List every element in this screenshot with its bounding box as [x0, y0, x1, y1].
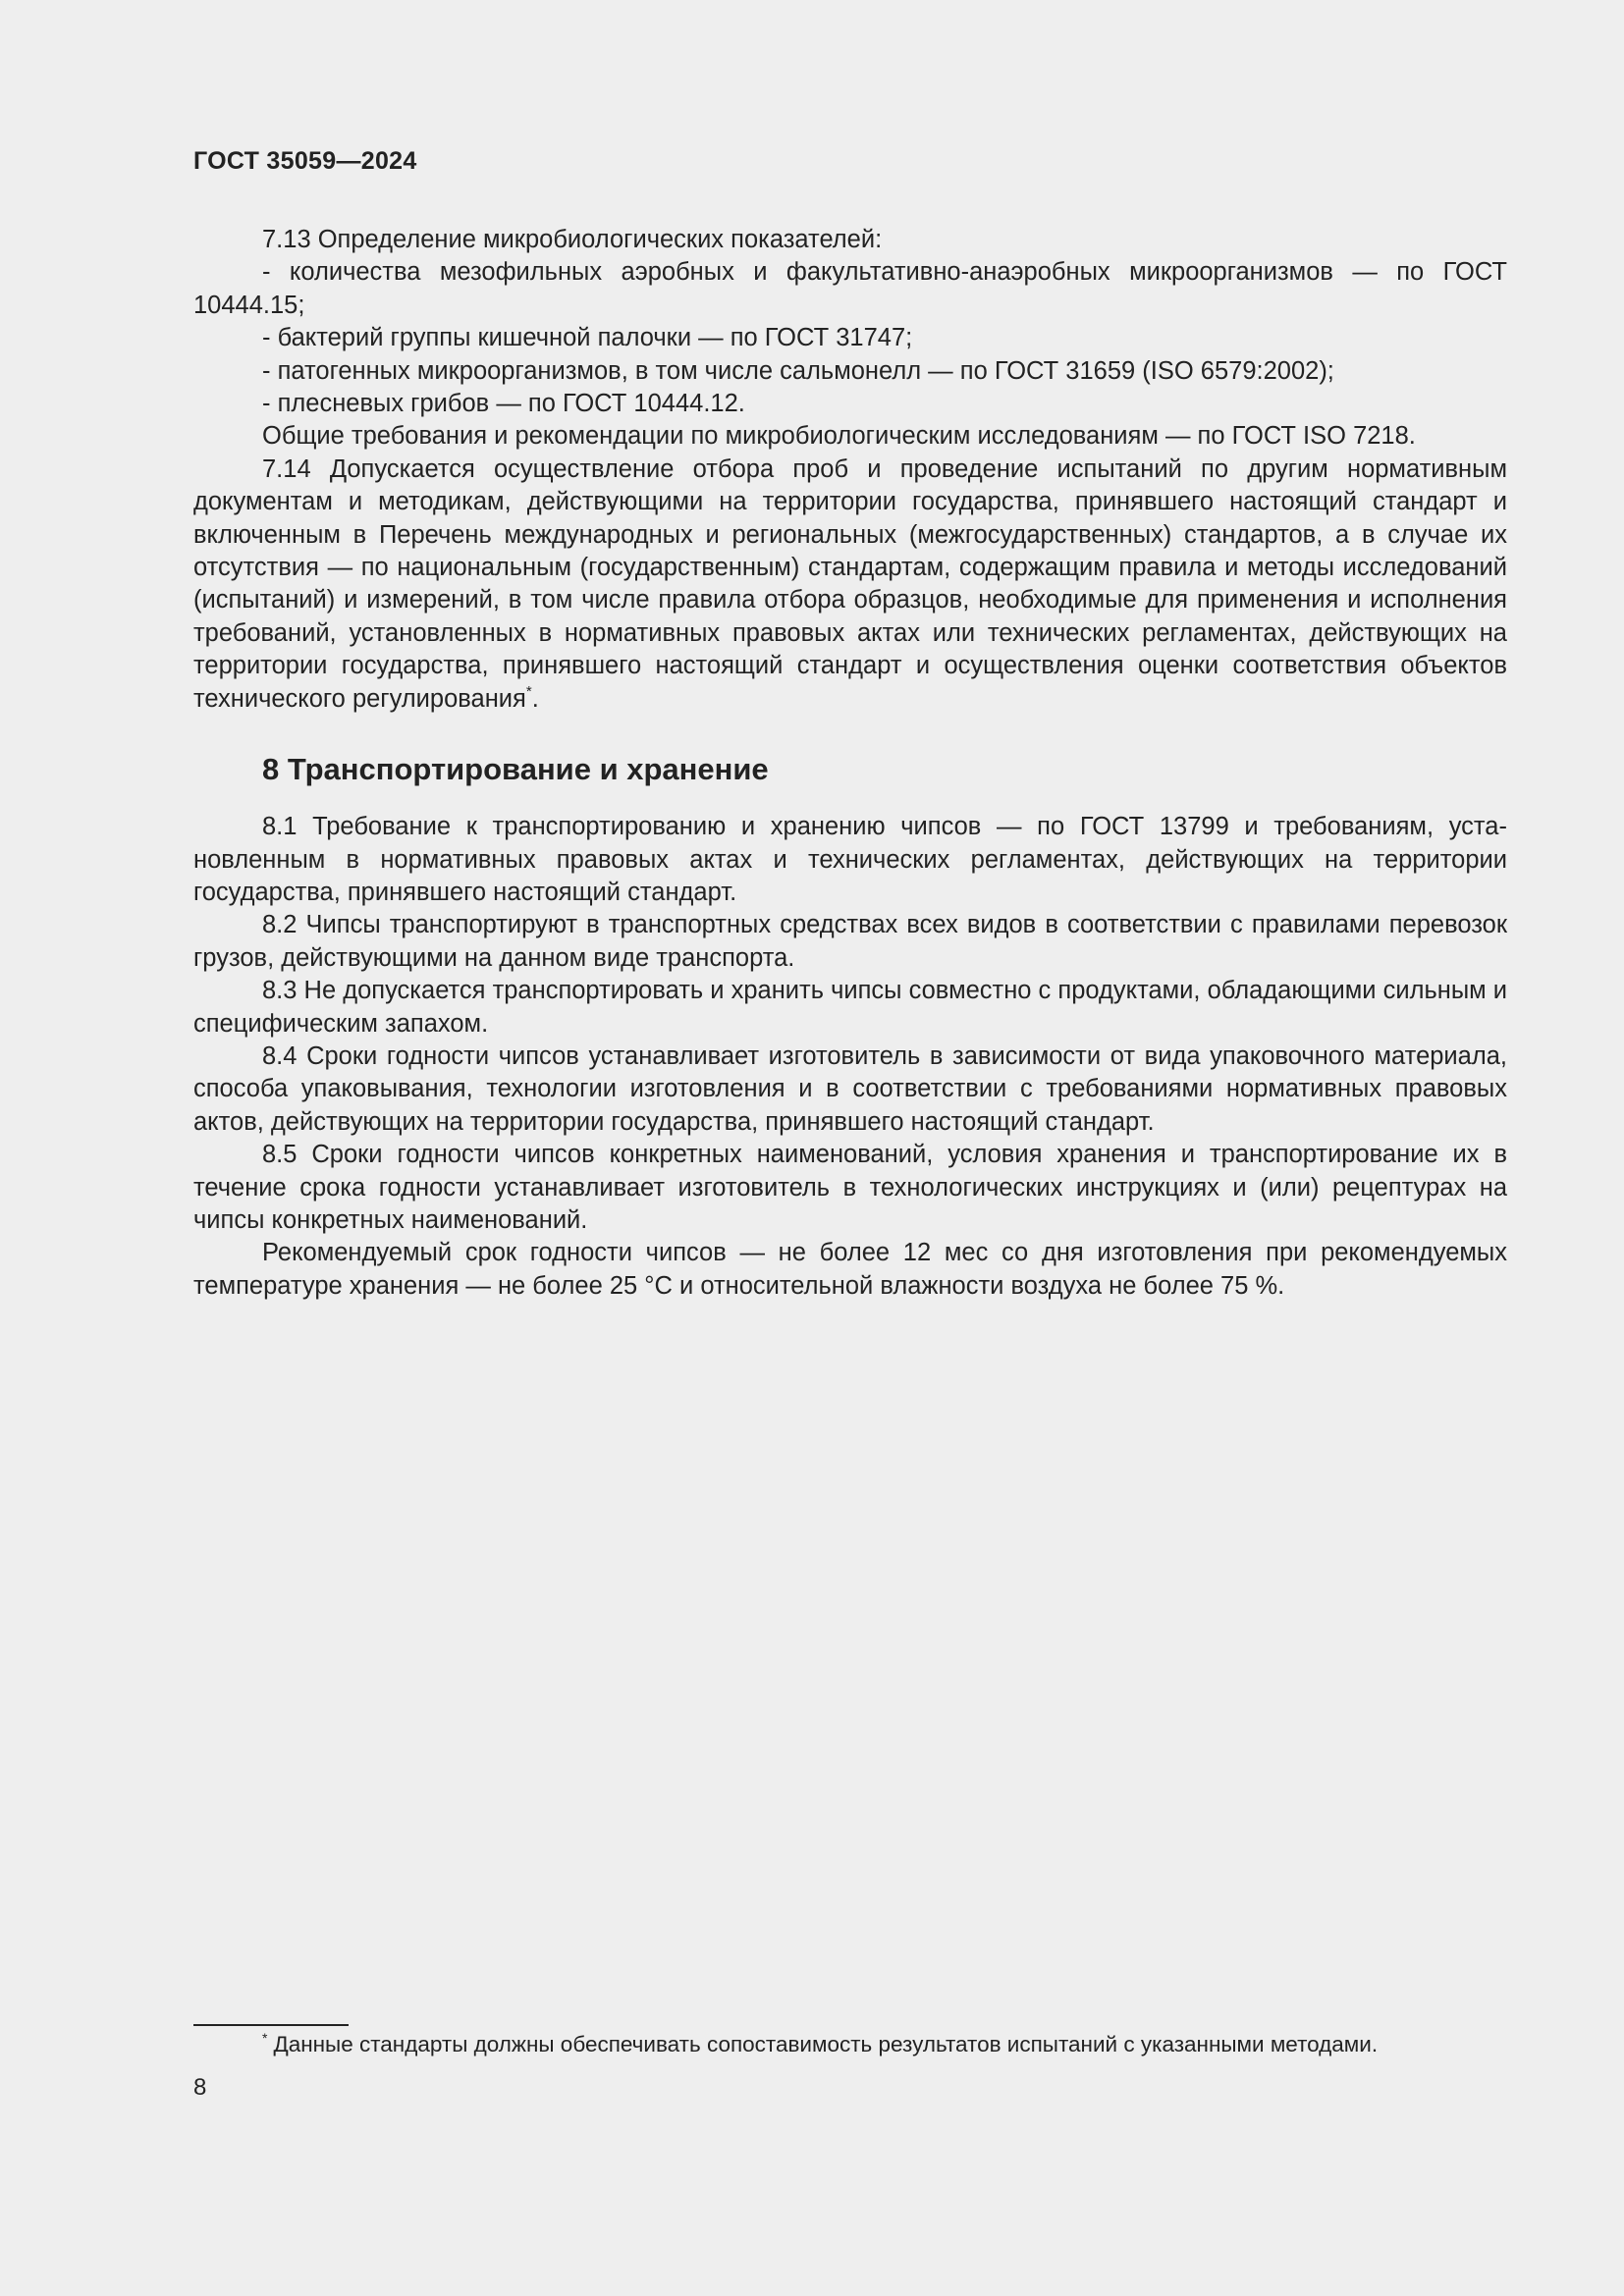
- list-item-mold: - плесневых грибов — по ГОСТ 10444.12.: [262, 390, 745, 418]
- document-body: [193, 224, 1507, 1303]
- page-number: 8: [193, 2074, 207, 2101]
- footnote-separator: [193, 2024, 349, 2026]
- footnote-reference-marker: *: [525, 682, 532, 700]
- paragraph-8-2: 8.2 Чипсы транспортируют в транспортных средствах всех видов в соответствии с правилами перевозок грузов, действующими на данном виде транспорта.: [193, 911, 1507, 972]
- paragraph-8-1: 8.1 Требование к транспортированию и хранению чипсов — по ГОСТ 13799 и требованиям, установленным в нормативных правовых актах и технических регламентах, действующих на территории государства, принявшего настоящий стандарт.: [193, 813, 1507, 906]
- section-8-title: 8 Транспортирование и хранение: [262, 752, 769, 787]
- footnote: [262, 2030, 1507, 2059]
- footnote-text: Данные стандарты должны обеспечивать сопоставимость результатов испытаний с указанными методами.: [273, 2032, 1379, 2056]
- paragraph-shelf-life-recommendation: Рекомендуемый срок годности чипсов — не более 12 мес со дня изготовления при рекомендуемых температуре хранения — не более 25 °С и относительной влажности воздуха не более 75 %.: [193, 1239, 1507, 1300]
- list-item-pathogenic: - патогенных микроорганизмов, в том числе сальмонелл — по ГОСТ 31659 (ISO 6579:2002);: [262, 356, 1334, 385]
- paragraph-7-14-period: .: [531, 684, 539, 713]
- standard-code-header: ГОСТ 35059—2024: [193, 147, 417, 175]
- document-page: [193, 0, 1507, 2296]
- paragraph-8-5: 8.5 Сроки годности чипсов конкретных наименований, условия хранения и транспортирование их в течение срока годности устанавливает изготовитель в технологических инструкциях и (или) рецептурах на чипсы конкретных наименований.: [193, 1141, 1507, 1234]
- paragraph-7-14-text: 7.14 Допускается осуществление отбора проб и проведение испытаний по другим нормативным документам и методикам, действующими на территории государства, принявшего настоящий стандарт и включенным в Перечень международных и региональных (межгосударственных) стандартов, а в случае их отсутствия — по национальным (государственным) стандартам, содержащим правила и методы исследований (испытаний) и измерений, в том числе правила отбора образцов, необходимые для применения и исполнения требований, установленных в нормативных правовых актах или технических регламентах, действующих на территории государства, принявшего настоящий стандарт и осуществления оценки соответствия объектов технического регулирования: [193, 454, 1507, 713]
- paragraph-8-4: 8.4 Сроки годности чипсов устанавливает изготовитель в зависимости от вида упаковочного материала, способа упаковывания, технологии изготовления и в соответствии с требованиями нормативных правовых актов, действующих на территории государства, принявшего настоящий стандарт.: [193, 1041, 1507, 1136]
- paragraph-8-3: 8.3 Не допускается транспортировать и хранить чипсы совместно с продуктами, обладающими сильным и специфическим запахом.: [193, 977, 1508, 1038]
- footnote-marker: *: [262, 2030, 268, 2046]
- list-item-mesophilic: - количества мезофильных аэробных и факультативно-анаэробных микроорганизмов — по ГОСТ 10444.15;: [193, 258, 1507, 319]
- paragraph-7-14: [193, 454, 1507, 716]
- paragraph-7-13: 7.13 Определение микробиологических показателей:: [262, 226, 883, 253]
- list-item-coliform: - бактерий группы кишечной палочки — по ГОСТ 31747;: [262, 324, 913, 352]
- paragraph-general-requirements: Общие требования и рекомендации по микробиологическим исследованиям — по ГОСТ ISO 7218.: [262, 422, 1416, 451]
